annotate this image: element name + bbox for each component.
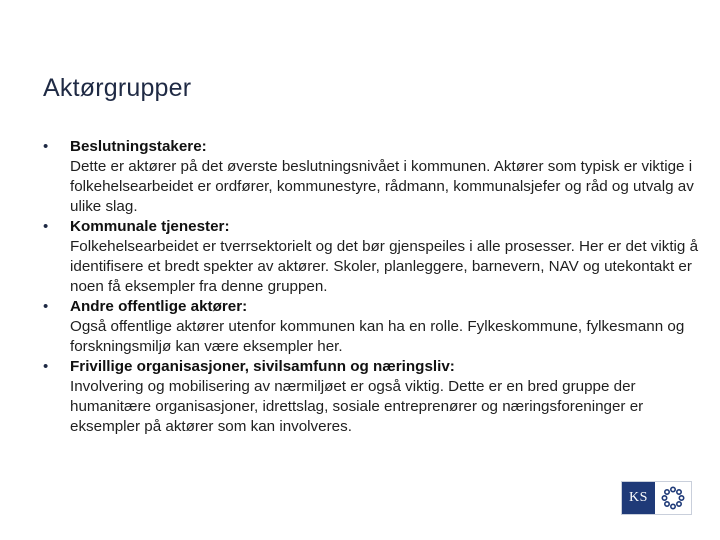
- ks-emblem-icon: [655, 482, 691, 514]
- bullet-body: Dette er aktører på det øverste beslutningsnivået i kommunen. Aktører som typisk er viktige i folkehelsearbeidet er ordfører, kommunestyre, rådmann, kommunalsjefer og råd og utvalg av ulike slag.: [70, 158, 694, 215]
- bullet-dot: •: [43, 218, 49, 235]
- bullet-body: Folkehelsearbeidet er tverrsektorielt og det bør gjenspeiles i alle prosesser. Her er det viktig å identifisere et bredt spekter av aktører. Skoler, planleggere, barnevern, NAV og utekontakt er noen få eksempler fra denne gruppen.: [70, 238, 699, 295]
- bullet-body: Involvering og mobilisering av nærmiljøet er også viktig. Dette er en bred gruppe der humanitære organisasjoner, idrettslag, sosiale entreprenører og næringsforeninger er eksempler på aktører som kan involveres.: [70, 378, 644, 435]
- bullet-dot: •: [43, 138, 49, 155]
- slide-title: Aktørgrupper: [43, 74, 192, 102]
- ks-logo: [621, 481, 692, 515]
- bullet-dot: •: [43, 298, 49, 315]
- bullet-item: [43, 217, 703, 297]
- bullet-body: Også offentlige aktører utenfor kommunen kan ha en rolle. Fylkeskommune, fylkesmann og forskningsmiljø kan være eksempler her.: [70, 318, 685, 355]
- bullet-dot: •: [43, 358, 49, 375]
- bullet-heading: Beslutningstakere:: [70, 138, 207, 155]
- logo-text: KS: [622, 482, 655, 514]
- bullet-item: [43, 297, 703, 357]
- bullet-list: [43, 137, 703, 437]
- bullet-heading: Andre offentlige aktører:: [70, 298, 248, 315]
- bullet-item: [43, 137, 703, 217]
- bullet-heading: Frivillige organisasjoner, sivilsamfunn og næringsliv:: [70, 358, 455, 375]
- bullet-heading: Kommunale tjenester:: [70, 218, 230, 235]
- bullet-item: [43, 357, 703, 437]
